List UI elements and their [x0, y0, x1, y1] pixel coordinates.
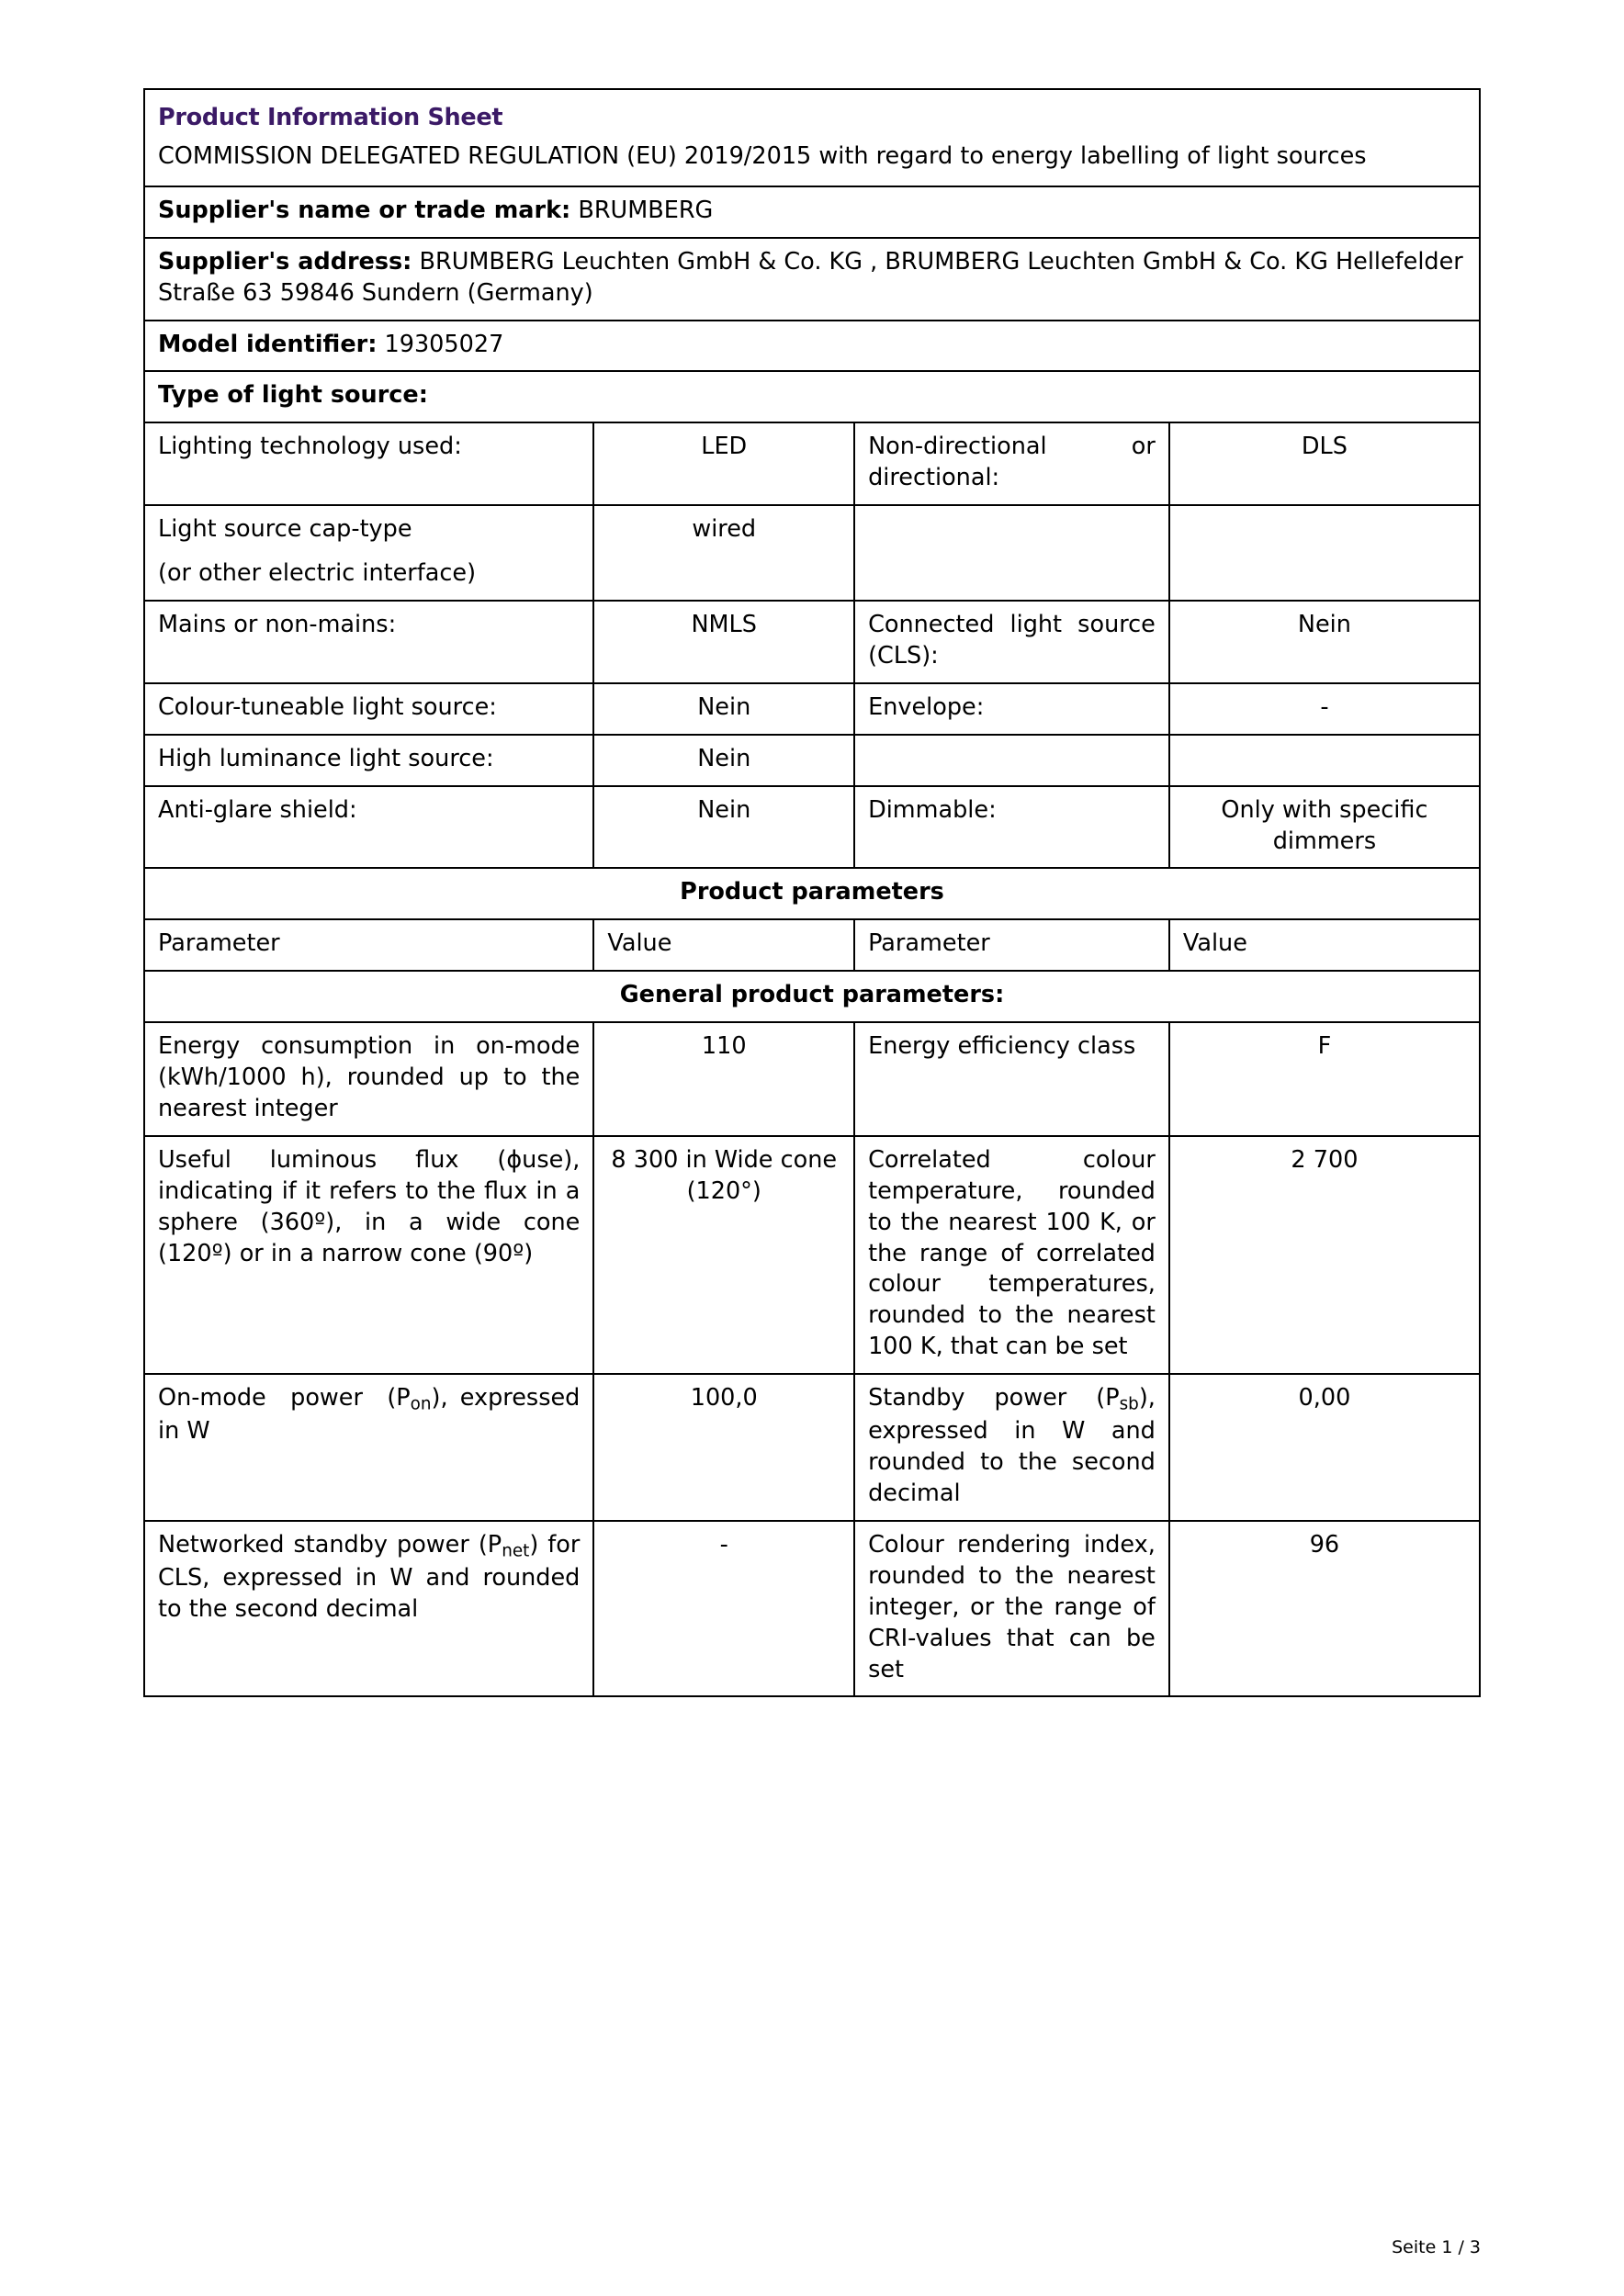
mains-label: Mains or non-mains: [144, 601, 593, 683]
table-row [144, 735, 1480, 786]
table-row [144, 683, 1480, 735]
energy-efficiency-class-label: Energy efficiency class [854, 1022, 1169, 1136]
table-row [144, 422, 1480, 505]
model-identifier-value: 19305027 [384, 330, 504, 358]
colour-tuneable-value: Nein [593, 683, 854, 735]
table-row [144, 1521, 1480, 1697]
lighting-technology-value: LED [593, 422, 854, 505]
colour-rendering-index-label: Colour rendering index, rounded to the nearest integer, or the range of CRI-values that can be set [854, 1521, 1169, 1697]
anti-glare-shield-label: Anti-glare shield: [144, 786, 593, 869]
on-mode-power-value: 100,0 [593, 1374, 854, 1521]
high-luminance-empty-value [1169, 735, 1480, 786]
envelope-value: - [1169, 683, 1480, 735]
model-identifier-row [144, 321, 1480, 372]
product-parameters-band [144, 868, 1480, 919]
standby-power-value: 0,00 [1169, 1374, 1480, 1521]
type-of-light-source-row [144, 371, 1480, 422]
supplier-address-label: Supplier's address: [158, 247, 412, 276]
table-row [144, 786, 1480, 869]
column-header-value-1: Value [593, 919, 854, 971]
supplier-address-cell [144, 238, 1480, 321]
useful-luminous-flux-value: 8 300 in Wide cone (120°) [593, 1136, 854, 1374]
general-parameters-band [144, 971, 1480, 1022]
cap-type-empty-value [1169, 505, 1480, 601]
energy-consumption-value: 110 [593, 1022, 854, 1136]
type-of-light-source-heading: Type of light source: [144, 371, 1480, 422]
column-header-value-2: Value [1169, 919, 1480, 971]
high-luminance-empty-label [854, 735, 1169, 786]
regulation-row [144, 140, 1480, 186]
product-parameters-title: Product parameters [144, 868, 1480, 919]
dimmable-value: Only with specific dimmers [1169, 786, 1480, 869]
supplier-address-row [144, 238, 1480, 321]
energy-efficiency-class-value: F [1169, 1022, 1480, 1136]
connected-light-source-label: Connected light source (CLS): [854, 601, 1169, 683]
cap-type-label [144, 505, 593, 601]
directionality-label: Non-directional or directional: [854, 422, 1169, 505]
product-info-table [143, 88, 1481, 1697]
page-footer: Seite 1 / 3 [1392, 2237, 1481, 2257]
table-row [144, 1136, 1480, 1374]
colour-tuneable-label: Colour-tuneable light source: [144, 683, 593, 735]
cap-type-empty-label [854, 505, 1169, 601]
on-mode-power-label: On-mode power $(P_{on})$, expressed in W [144, 1374, 593, 1521]
page-title: Product Information Sheet [144, 89, 1480, 140]
table-row [144, 601, 1480, 683]
mains-value: NMLS [593, 601, 854, 683]
supplier-name-value: BRUMBERG [578, 196, 714, 224]
energy-consumption-label: Energy consumption in on-mode (kWh/1000 h), rounded up to the nearest integer [144, 1022, 593, 1136]
table-row [144, 505, 1480, 601]
parameters-header-row [144, 919, 1480, 971]
dimmable-label: Dimmable: [854, 786, 1169, 869]
model-identifier-cell [144, 321, 1480, 372]
correlated-colour-temperature-label: Correlated colour temperature, rounded to the nearest 100 K, or the range of correlated colour temperatures, rounded to the nearest 100 K, that can be set [854, 1136, 1169, 1374]
supplier-name-label: Supplier's name or trade mark: [158, 196, 571, 224]
high-luminance-value: Nein [593, 735, 854, 786]
connected-light-source-value: Nein [1169, 601, 1480, 683]
column-header-parameter-1: Parameter [144, 919, 593, 971]
regulation-text: COMMISSION DELEGATED REGULATION (EU) 2019/2015 with regard to energy labelling of light sources [144, 140, 1480, 186]
correlated-colour-temperature-value: 2 700 [1169, 1136, 1480, 1374]
column-header-parameter-2: Parameter [854, 919, 1169, 971]
cap-type-label-line1: Light source cap-type [158, 515, 412, 544]
standby-power-label: Standby power $(P_{sb})$, expressed in W and rounded to the second decimal [854, 1374, 1169, 1521]
lighting-technology-label: Lighting technology used: [144, 422, 593, 505]
supplier-name-row [144, 186, 1480, 238]
cap-type-label-line2: (or other electric interface) [158, 559, 477, 588]
anti-glare-shield-value: Nein [593, 786, 854, 869]
cap-type-value: wired [593, 505, 854, 601]
envelope-label: Envelope: [854, 683, 1169, 735]
directionality-value: DLS [1169, 422, 1480, 505]
supplier-name-cell [144, 186, 1480, 238]
product-information-sheet [143, 88, 1481, 2257]
networked-standby-power-value: - [593, 1521, 854, 1697]
title-row [144, 89, 1480, 140]
general-parameters-title: General product parameters: [144, 971, 1480, 1022]
colour-rendering-index-value: 96 [1169, 1521, 1480, 1697]
supplier-address-value: BRUMBERG Leuchten GmbH & Co. KG , BRUMBERG Leuchten GmbH & Co. KG Hellefelder Straße 63 59846 Sundern (Germany) [158, 247, 1463, 307]
table-row [144, 1022, 1480, 1136]
networked-standby-power-label: Networked standby power $(P_{net})$ for CLS, expressed in W and rounded to the second decimal [144, 1521, 593, 1697]
high-luminance-label: High luminance light source: [144, 735, 593, 786]
table-row [144, 1374, 1480, 1521]
useful-luminous-flux-label: Useful luminous flux (ϕuse), indicating if it refers to the flux in a sphere (360º), in a wide cone (120º) or in a narrow cone (90º) [144, 1136, 593, 1374]
model-identifier-label: Model identifier: [158, 330, 378, 358]
